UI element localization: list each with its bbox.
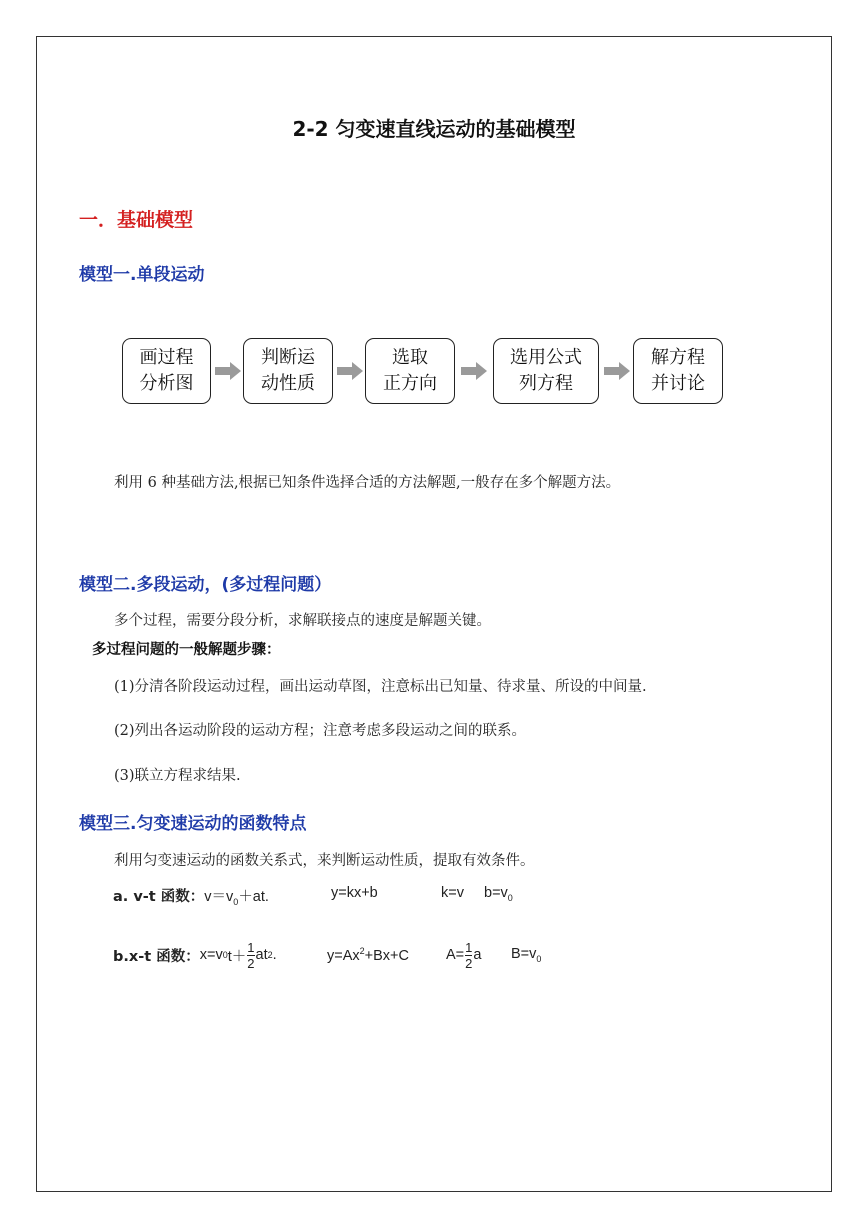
flow-step-3-line1: 选取 <box>392 347 428 368</box>
arrow-right-icon <box>604 362 630 380</box>
page-title: 2-2 匀变速直线运动的基础模型 <box>292 117 576 141</box>
flow-step-5-line1: 解方程 <box>651 347 705 368</box>
flow-step-2-line2: 动性质 <box>261 373 315 394</box>
flow-step-5-line2: 并讨论 <box>651 373 705 394</box>
flow-step-3-line2: 正方向 <box>383 373 437 394</box>
flow-step-4 <box>493 338 599 404</box>
model3-description: 利用匀变速运动的函数关系式，来判断运动性质，提取有效条件。 <box>114 853 535 869</box>
formula-vt-main: $v=v_0+at$. <box>204 889 269 907</box>
steps-title: 多过程问题的一般解题步骤： <box>92 642 281 658</box>
formula-xt-row <box>113 930 277 980</box>
flow-step-2 <box>243 338 333 404</box>
formula-xt-label: b.x-t 函数： <box>113 948 200 965</box>
step-item: (2)列出各运动阶段的运动方程；注意考虑多段运动之间的联系。 <box>114 723 527 739</box>
arrow-right-icon <box>337 362 363 380</box>
formula-xt-main: x=v 0 t＋ $\frac{1}{2}$ at 2 . <box>199 939 277 971</box>
step-item: (3)联立方程求结果. <box>114 768 241 784</box>
model1-heading: 模型一.单段运动 <box>79 265 205 285</box>
fraction-half: $\frac{1}{2}$ <box>247 939 255 971</box>
flow-step-1 <box>122 338 211 404</box>
formula-k: k=v <box>441 885 464 901</box>
formula-quadratic: $y=Ax^2+Bx+C$ <box>327 946 409 964</box>
formula-b: $b=v_0$ <box>484 885 513 903</box>
fraction-half: $\frac{1}{2}$ <box>465 939 473 971</box>
flow-step-1-line2: 分析图 <box>139 373 194 394</box>
formula-linear: y=kx+b <box>331 885 378 901</box>
model2-description: 多个过程，需要分段分析，求解联接点的速度是解题关键。 <box>114 613 491 629</box>
flow-step-5 <box>633 338 723 404</box>
arrow-right-icon <box>461 362 487 380</box>
formula-B: $B=v_0$ <box>511 946 542 964</box>
flow-step-3 <box>365 338 455 404</box>
arrow-right-icon <box>215 362 241 380</box>
model1-description: 利用 6 种基础方法,根据已知条件选择合适的方法解题,一般存在多个解题方法。 <box>114 475 621 491</box>
flow-step-4-line2: 列方程 <box>519 373 573 394</box>
model3-heading: 模型三.匀变速运动的函数特点 <box>79 814 307 834</box>
model2-heading: 模型二.多段运动，(多过程问题） <box>79 575 332 595</box>
flow-step-2-line1: 判断运 <box>261 347 315 368</box>
section-heading: 一．基础模型 <box>79 209 194 231</box>
flow-step-4-line1: 选用公式 <box>510 347 582 368</box>
flow-step-1-line1: 画过程 <box>139 347 194 368</box>
formula-vt-label: a. v-t 函数： <box>113 889 205 905</box>
step-item: (1)分清各阶段运动过程，画出运动草图，注意标出已知量、待求量、所设的中间量. <box>114 679 647 695</box>
formula-A: A= $\frac{1}{2}$ a <box>446 939 482 971</box>
formula-vt-row <box>113 885 269 907</box>
